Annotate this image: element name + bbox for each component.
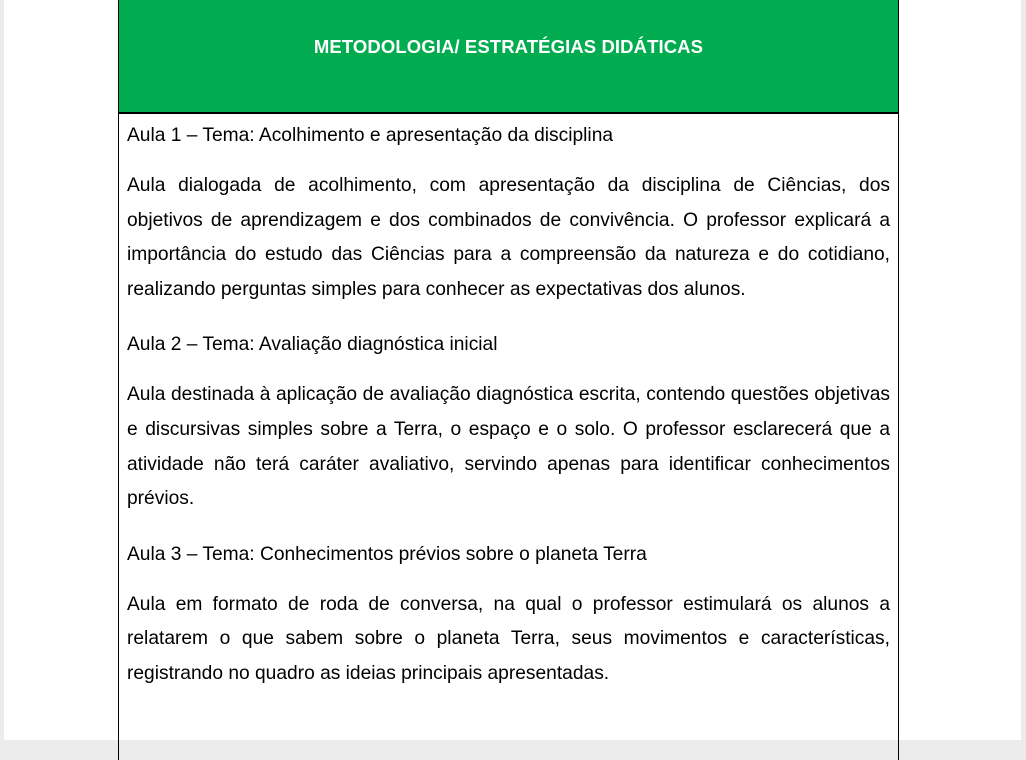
lesson-1-title: Aula 1 – Tema: Acolhimento e apresentação da disciplina: [127, 125, 614, 146]
lesson-2-title: Aula 2 – Tema: Avaliação diagnóstica inicial: [127, 334, 498, 356]
lesson-3-title: Aula 3 – Tema: Conhecimentos prévios sobre o planeta Terra: [127, 543, 647, 565]
methodology-table: [118, 0, 899, 760]
table-header-cell: [119, 0, 898, 114]
lesson-2-description: Aula destinada à aplicação de avaliação diagnóstica escrita, contendo questões objetivas e discursivas simples sobre a Terra, o espaço e o solo. O professor esclarecerá que a atividade não terá caráter avaliativo, servindo apenas para identificar conhecimentos prévios.: [127, 384, 890, 510]
document-page: [4, 0, 1021, 740]
lesson-1-description: Aula dialogada de acolhimento, com apresentação da disciplina de Ciências, dos objetivos de aprendizagem e dos combinados de convivência. O professor explicará a importância do estudo das Ciências para a compreensão da natureza e do cotidiano, realizando perguntas simples para conhecer as expectativas dos alunos.: [127, 175, 890, 300]
table-body-cell: [119, 114, 898, 716]
lesson-3-description: Aula em formato de roda de conversa, na qual o professor estimulará os alunos a relatarem o que sabem sobre o planeta Terra, seus movimentos e características, registrando no quadro as ideias principais apresentadas.: [127, 593, 890, 684]
header-title: METODOLOGIA/ ESTRATÉGIAS DIDÁTICAS: [313, 36, 704, 57]
